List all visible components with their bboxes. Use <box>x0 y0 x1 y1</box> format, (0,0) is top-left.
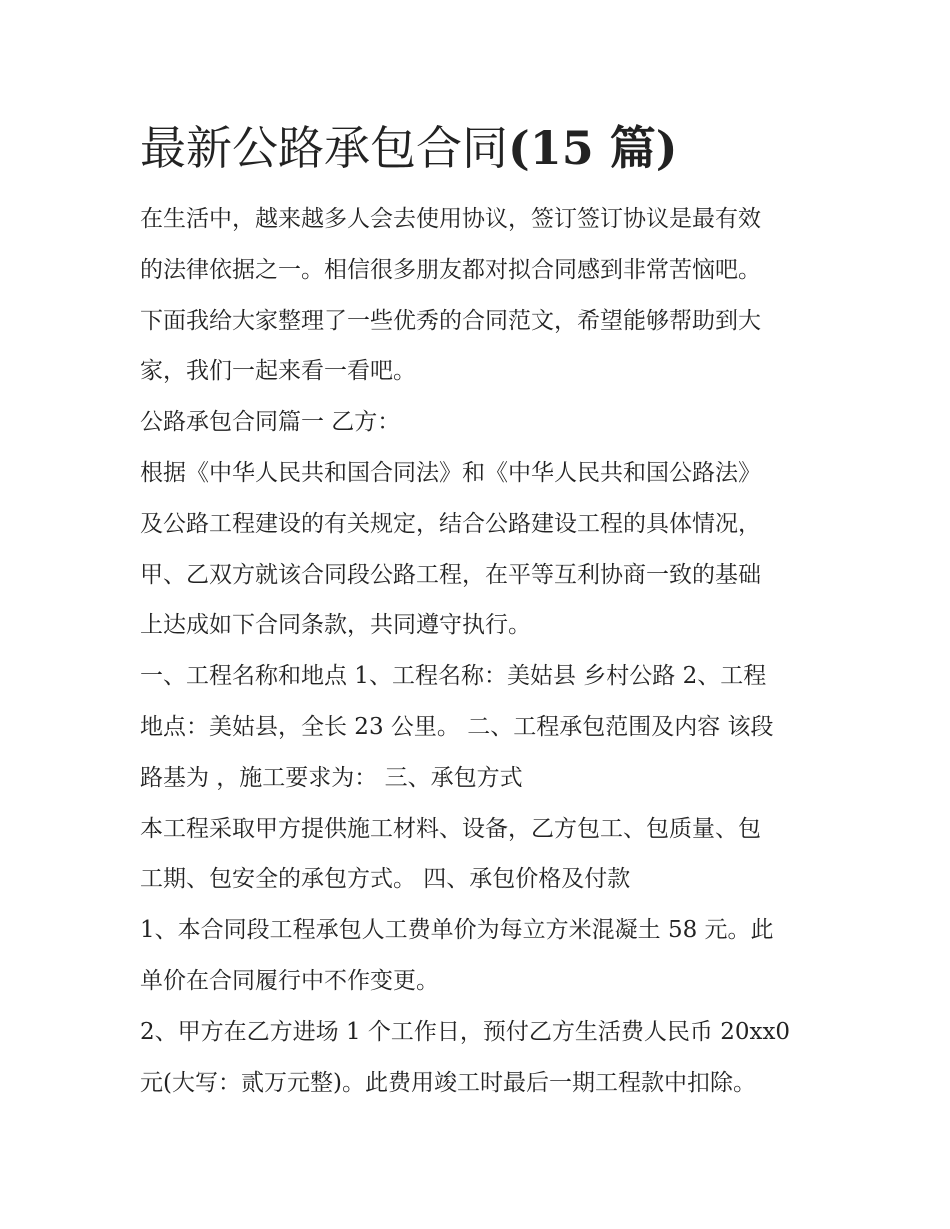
paragraph-project-info <box>140 651 820 803</box>
text-line: 单价在合同履行中不作变更。 <box>140 967 439 994</box>
text-line: 在生活中，越来越多人会去使用协议，签订签订协议是最有效 <box>140 206 761 232</box>
paragraph-clause-2 <box>140 1007 820 1109</box>
text-line: 根据《中华人民共和国合同法》和《中华人民共和国公路法》 <box>140 459 761 486</box>
text-line: 公路承包合同篇一 乙方： <box>140 409 401 436</box>
text-line: 元(大写：贰万元整)。此费用竣工时最后一期工程款中扣除。 <box>140 1069 756 1096</box>
text-line: 及公路工程建设的有关规定，结合公路建设工程的具体情况， <box>140 510 761 537</box>
title-paren-text: (15 篇) <box>508 121 678 175</box>
paragraph-section-heading <box>140 397 820 448</box>
text-line: 一、工程名称和地点 1、工程名称：美姑县 乡村公路 2、工程 <box>140 663 767 690</box>
title-main-text: 最新公路承包合同 <box>140 121 508 175</box>
text-line: 1、本合同段工程承包人工费单价为每立方米混凝土 58 元。此 <box>140 917 774 944</box>
text-line: 2、甲方在乙方进场 1 个工作日，预付乙方生活费人民币 20xx0 <box>140 1018 791 1045</box>
text-line: 地点：美姑县，全长 23 公里。 二、工程承包范围及内容 该段 <box>140 713 774 740</box>
document-body <box>140 112 820 1108</box>
text-line: 的法律依据之一。相信很多朋友都对拟合同感到非常苦恼吧。 <box>140 256 761 283</box>
document-title <box>140 112 820 184</box>
text-line: 甲、乙双方就该合同段公路工程，在平等互利协商一致的基础 <box>140 561 761 588</box>
text-line: 工期、包安全的承包方式。 四、承包价格及付款 <box>140 866 631 893</box>
text-line: 路基为 ，施工要求为： 三、承包方式 <box>140 764 523 791</box>
paragraph-intro <box>140 194 820 397</box>
text-line: 上达成如下合同条款，共同遵守执行。 <box>140 612 531 639</box>
paragraph-clause-1 <box>140 905 820 1007</box>
text-line: 本工程采取甲方提供施工材料、设备，乙方包工、包质量、包 <box>140 815 761 842</box>
text-line: 下面我给大家整理了一些优秀的合同范文，希望能够帮助到大 <box>140 307 761 334</box>
text-line: 家，我们一起来看一看吧。 <box>140 358 416 385</box>
paragraph-legal-basis <box>140 448 820 651</box>
paragraph-contract-method <box>140 804 820 906</box>
